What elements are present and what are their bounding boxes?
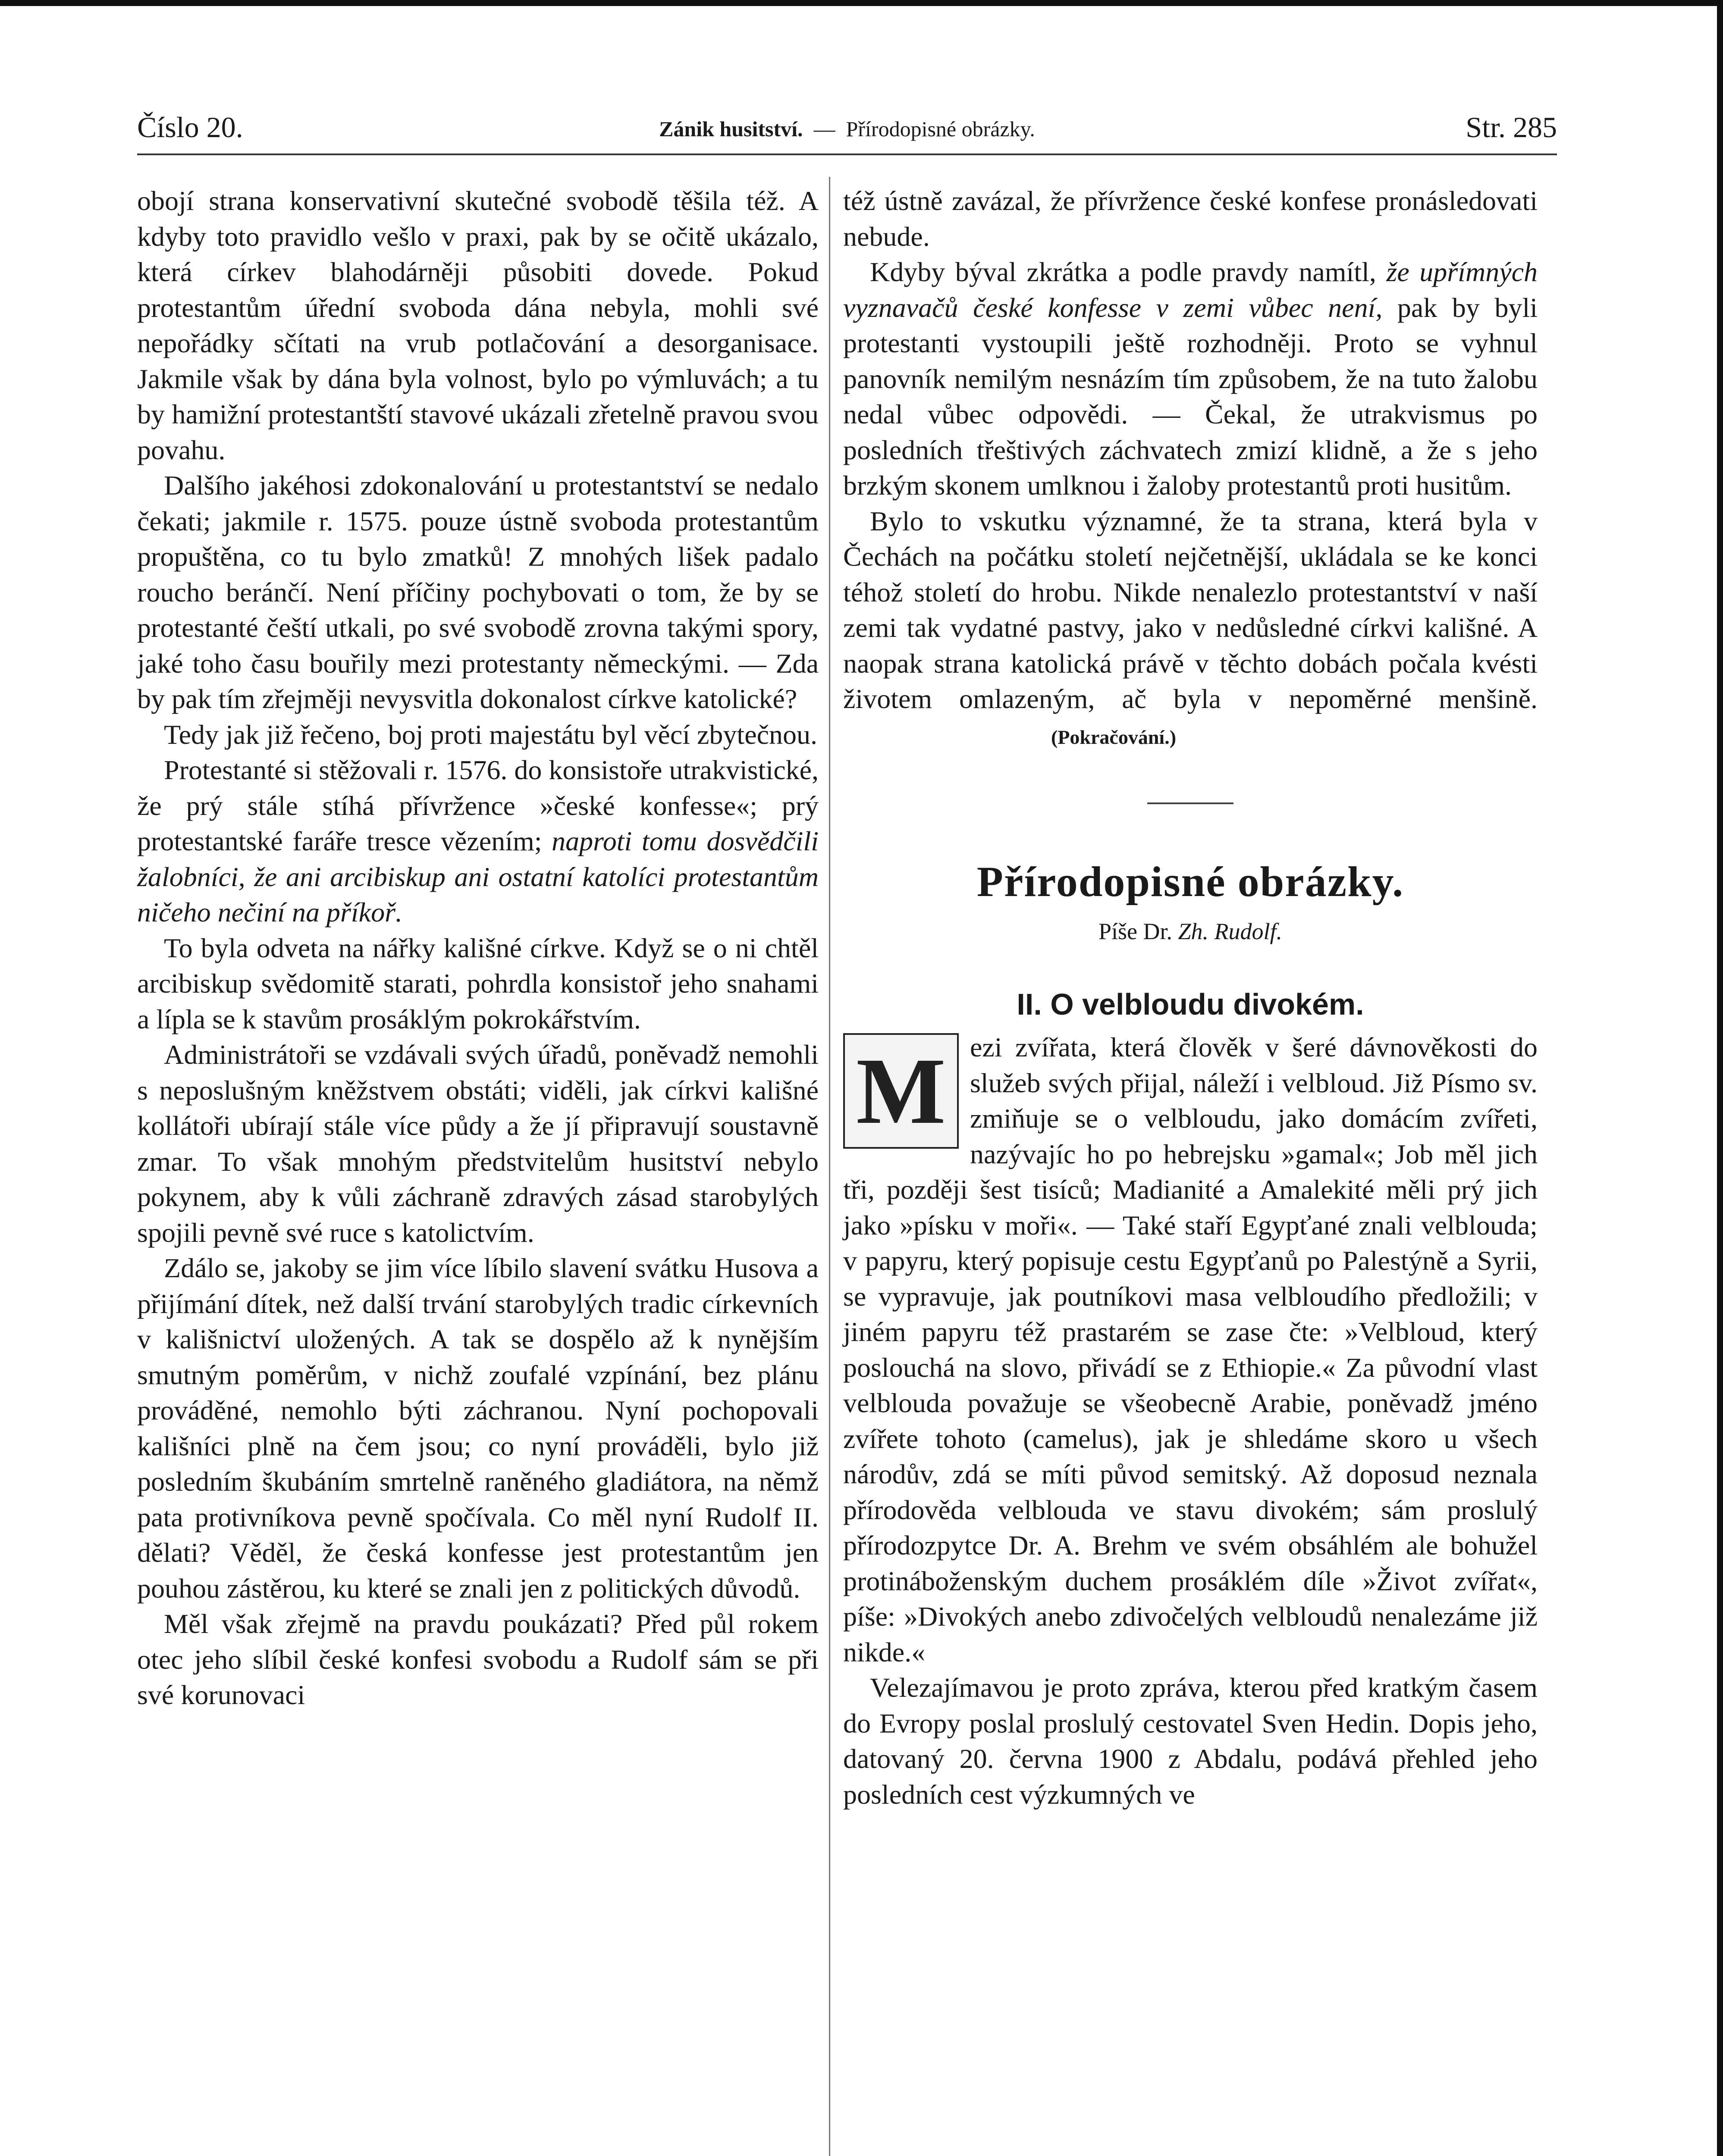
running-title (137, 116, 1557, 141)
page-number: Str. 285 (1466, 111, 1557, 144)
left-paragraph-3: Tedy jak již řečeno, boj proti majestátu byl věcí zbytečnou. (164, 719, 817, 750)
right-paragraph-4-text: ezi zvířata, která člověk v šeré dávnověkosti do služeb svých přijal, náleží i velbloud. Již Písmo sv. zmiňuje se o velbloudu, jako domácím zvířeti, nazývajíc ho po hebrejsku »gamal«; Job měl jich tři, později šest tisíců; Madianité a Amalekité měli prý jich jako »písku v moři«. — Také staří Egypťané znali velblouda; v papyru, který popisuje cestu Egypťanů po Palestýně a Syrii, se vypravuje, jak poutníkovi masa velbloudího předložili; v jiném papyru též prastarém se zase čte: »Velbloud, který poslouchá na slovo, přivádí se z Ethiopie.« Za původní vlast velblouda považuje se všeobecně Arabie, poněvadž jméno zvířete tohoto (camelus), jak je shledáme skoro u všech národův, zdá se míti původ semitský. Až doposud neznala přírodověda velblouda ve stavu divokém; sám proslulý přírodozpytce Dr. A. Brehm ve svém obsáhlém ale bohužel protináboženským duchem prosáklém díle »Život zvířat«, píše: »Divokých anebo zdivočelých velbloudů nenalezáme již nikde.« (843, 1032, 1538, 1667)
right-paragraph-2-text-a: Kdyby býval zkrátka a podle pravdy namítl, (870, 257, 1376, 287)
left-paragraph-6: Administrátoři se vzdávali svých úřadů, poněvadž nemohli s neposlušným kněžstvem obstáti; viděli, jak církvi kališné kollátoři ubírají stále více půdy a že jí připravují soustavně zmar. To však mnohým předstvitelům husitství nebylo pokynem, aby k vůli záchraně zdravých zásad starobylých spojili pevně své ruce s katolictvím. (137, 1039, 819, 1248)
issue-number: Číslo 20. (137, 111, 243, 144)
page-top-edge (0, 0, 1723, 6)
left-paragraph-1: obojí strana konservativní skutečné svobodě těšila též. A kdyby toto pravidlo vešlo v praxi, pak by se očitě ukázalo, která církev blahodárněji působiti dovede. Pokud protestantům úřední svoboda dána nebyla, mohli své nepořádky sčítati na vrub potlačování a desorganisace. Jakmile však by dána byla volnost, bylo po výmluvách; a tu by hamižní protestantští stavové ukázali zřetelně pravou svou povahu. (137, 185, 819, 465)
running-title-separator: — (813, 117, 835, 141)
right-paragraph-3 (843, 504, 1538, 755)
decorated-initial-frame (843, 1033, 959, 1149)
article-author (843, 914, 1538, 950)
left-paragraph-2: Dalšího jakéhosi zdokonalování u protestantství se nedalo čekati; jakmile r. 1575. pouze ústně svoboda protestantům propuštěna, co tu bylo zmatků! Z mnohých lišek padalo roucho beránčí. Není příčiny pochybovati o tom, že by se protestanté čeští utkali, po své svobodě zrovna takými spory, jaké toho času bouřily mezi protestanty německými. — Zda by pak tím zřejměji nevysvitla dokonalost církve katolické? (137, 470, 819, 714)
to-be-continued: (Pokračování.) (1051, 726, 1177, 748)
right-paragraph-2-text-c: pak by byli protestanti vystoupili ještě rozhodněji. Proto se vyhnul panovník nemilým nesnázím tím způsobem, že na tuto žalobu nedal vůbec odpovědi. — Čekal, že utrakvismus po posledních třeštivých záchvatech zmizí klidně, a že s jeho brzkým skonem umlknou i žaloby protestantů proti husitům. (843, 292, 1538, 501)
right-paragraph-4 (843, 1030, 1538, 1670)
column-divider (829, 177, 830, 2156)
header-rule (137, 154, 1557, 155)
author-prefix: Píše Dr. (1098, 918, 1172, 944)
left-paragraph-4-text: Protestanté si stěžovali r. 1576. do konsistoře utrakvistické, že prý stále stíhá přívržence »české konfesse«; prý protestantské faráře tresce vězením; (137, 755, 819, 856)
left-paragraph-4 (137, 752, 819, 931)
running-title-part1: Zánik husitství. (659, 117, 803, 141)
page-right-edge (1717, 0, 1723, 2156)
left-paragraph-8: Měl však zřejmě na pravdu poukázati? Před půl rokem otec jeho slíbil české konfesi svobodu a Rudolf sám se při své korunovaci (137, 1608, 819, 1710)
page-header (137, 107, 1557, 150)
running-title-part2: Přírodopisné obrázky. (846, 117, 1035, 141)
right-paragraph-2 (843, 254, 1538, 504)
right-paragraph-2-emphasis: že upřímných vyznavačů české konfesse v zemi vůbec není, (843, 257, 1538, 323)
left-paragraph-5: To byla odveta na nářky kališné církve. Když se o ni chtěl arcibiskup svědomitě starati, pohrdla konsistoř jeho snahami a lípla se k stavům prosáklým pokrokářstvím. (137, 932, 819, 1034)
right-column (843, 183, 1538, 1812)
right-paragraph-3-text: Bylo to vskutku významné, že ta strana, která byla v Čechách na počátku století nejčetnější, ukládala se ke konci téhož století do hrobu. Nikde nenalezlo protestantství v naší zemi tak vydatné pastvy, jako v nedůsledné církvi kališné. A naopak strana katolická právě v těchto dobách počala kvésti životem omlazeným, ač byla v nepoměrné menšině. (843, 505, 1538, 714)
section-separator-rule (1147, 802, 1233, 804)
left-column (137, 183, 819, 1713)
right-paragraph-1: též ústně zavázal, že přívržence české konfese pronásledovati nebude. (843, 185, 1538, 252)
decorated-initial-letter: M (856, 1038, 946, 1144)
left-paragraph-4-emphasis: naproti tomu dosvědčili žalobníci, že ani arcibiskup ani ostatní katolíci protestantům ničeho nečiní na příkoř. (137, 826, 819, 928)
author-name: Zh. Rudolf. (1178, 918, 1283, 944)
section-title: Přírodopisné obrázky. (976, 858, 1404, 906)
article-subheading: II. O velbloudu divokém. (1017, 987, 1364, 1021)
left-paragraph-7: Zdálo se, jakoby se jim více líbilo slavení svátku Husova a přijímání dítek, než další trvání starobylých tradic církevních v kališnictví uložených. A tak se dospělo až k nynějším smutným poměrům, v nichž zoufalé vzpínání, bez plánu prováděné, nemohlo býti záchranou. Nyní pochopovali kališníci plně na čem jsou; co nyní prováděli, bylo již posledním škubáním smrtelně raněného gladiátora, na němž pata protivníkova pevně spočívala. Co měl nyní Rudolf II. dělati? Věděl, že česká konfesse jest protestantům jen pouhou zástěrou, ku které se znali jen z politických důvodů. (137, 1253, 819, 1604)
decorated-initial (843, 1033, 960, 1150)
right-paragraph-5: Velezajímavou je proto zpráva, kterou před kratkým časem do Evropy poslal proslulý cestovatel Sven Hedin. Dopis jeho, datovaný 20. června 1900 z Abdalu, podává přehled jeho posledních cest výzkumných ve (843, 1672, 1538, 1810)
